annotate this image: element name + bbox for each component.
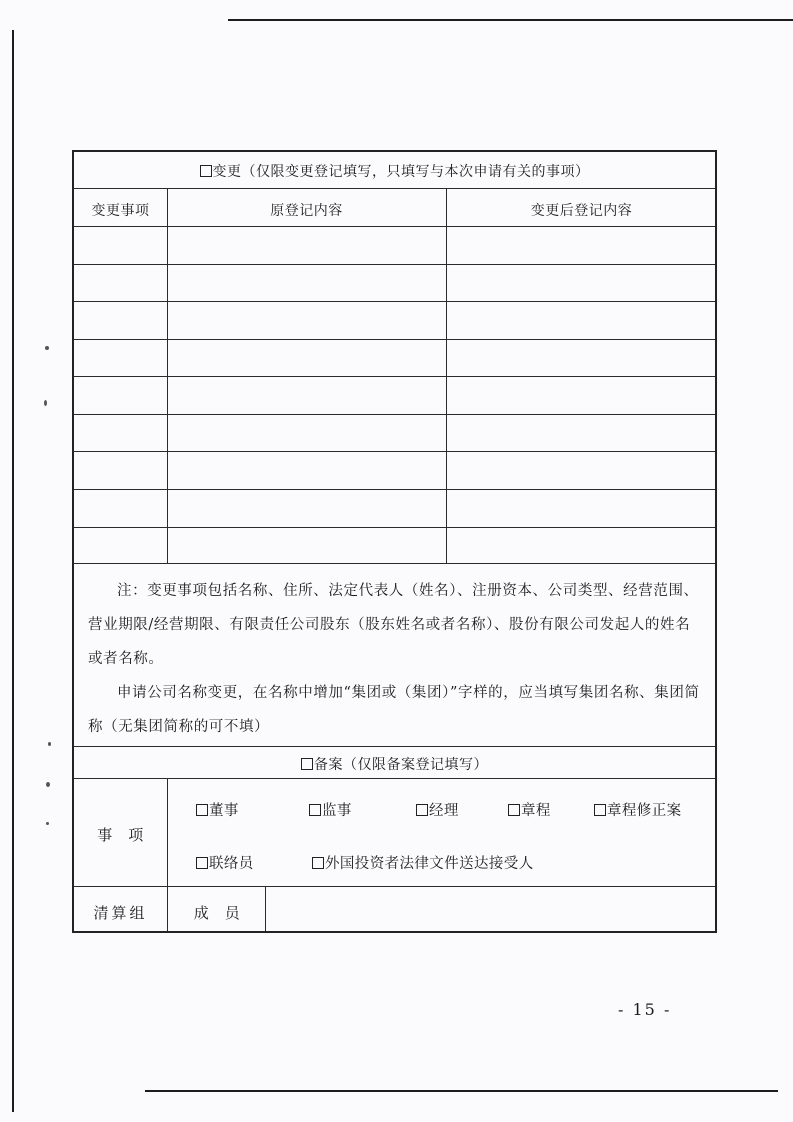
- binding-hole-mark: [46, 782, 50, 787]
- change-section-title: 变更（仅限变更登记填写，只填写与本次申请有关的事项）: [212, 164, 590, 180]
- filing-section-title: 备案（仅限备案登记填写）: [314, 757, 488, 773]
- change-row[interactable]: [74, 490, 715, 528]
- scan-bottom-edge: [145, 1090, 778, 1092]
- column-header-changed: 变更后登记内容: [530, 203, 633, 219]
- column-divider: [446, 189, 447, 564]
- change-section-header: [74, 152, 715, 189]
- option-articles[interactable]: 章程: [508, 799, 551, 820]
- filing-section-header: [74, 747, 715, 779]
- members-field[interactable]: [270, 897, 711, 923]
- page-number: - 15 -: [618, 1000, 672, 1019]
- change-row[interactable]: [74, 452, 715, 490]
- option-manager[interactable]: 经理: [416, 799, 459, 820]
- column-header-original: 原登记内容: [270, 203, 343, 219]
- scan-top-edge: [228, 19, 793, 21]
- option-supervisor[interactable]: 监事: [309, 799, 352, 820]
- binding-hole-mark: [48, 742, 51, 746]
- option-articles-amendment[interactable]: 章程修正案: [594, 799, 682, 820]
- notes-block: [74, 564, 715, 747]
- filing-items-row: [74, 779, 715, 887]
- filing-items-label: 事 项: [97, 826, 144, 844]
- scan-left-edge: [12, 30, 14, 1112]
- checkbox-icon[interactable]: [196, 857, 208, 869]
- binding-hole-mark: [46, 822, 49, 825]
- change-row[interactable]: [74, 340, 715, 377]
- note-paragraph-1: 注：变更事项包括名称、住所、法定代表人（姓名）、注册资本、公司类型、经营范围、营业期限/经营期限、有限责任公司股东（股东姓名或者名称）、股份有限公司发起人的姓名或者名称。: [88, 583, 699, 667]
- change-row[interactable]: [74, 227, 715, 265]
- checkbox-icon[interactable]: [416, 804, 428, 816]
- registration-form-table: [72, 150, 717, 933]
- change-row[interactable]: [74, 302, 715, 340]
- column-header-item: 变更事项: [91, 203, 150, 219]
- change-row[interactable]: [74, 528, 715, 564]
- members-label: 成 员: [193, 904, 241, 922]
- note-paragraph-2: 申请公司名称变更，在名称中增加“集团或（集团）”字样的，应当填写集团名称、集团简称（无集团简称的可不填）: [88, 685, 700, 735]
- checkbox-icon[interactable]: [508, 804, 520, 816]
- change-row[interactable]: [74, 377, 715, 415]
- liquidation-row: [74, 887, 715, 931]
- change-row[interactable]: [74, 415, 715, 452]
- binding-hole-mark: [45, 346, 49, 350]
- option-liaison[interactable]: 联络员: [196, 852, 254, 873]
- change-row[interactable]: [74, 265, 715, 302]
- option-director[interactable]: 董事: [196, 799, 239, 820]
- filing-divider: [167, 779, 168, 931]
- binding-hole-mark: [44, 400, 47, 406]
- checkbox-icon[interactable]: [196, 804, 208, 816]
- members-divider: [265, 887, 266, 931]
- checkbox-icon[interactable]: [309, 804, 321, 816]
- checkbox-icon[interactable]: [594, 804, 606, 816]
- change-column-headers: [74, 189, 715, 227]
- checkbox-icon[interactable]: [312, 857, 324, 869]
- column-divider: [167, 189, 168, 564]
- option-legal-document-recipient[interactable]: 外国投资者法律文件送达接受人: [312, 852, 534, 873]
- liquidation-label: 清算组: [93, 904, 148, 922]
- change-checkbox[interactable]: [200, 165, 212, 177]
- filing-checkbox[interactable]: [301, 758, 313, 770]
